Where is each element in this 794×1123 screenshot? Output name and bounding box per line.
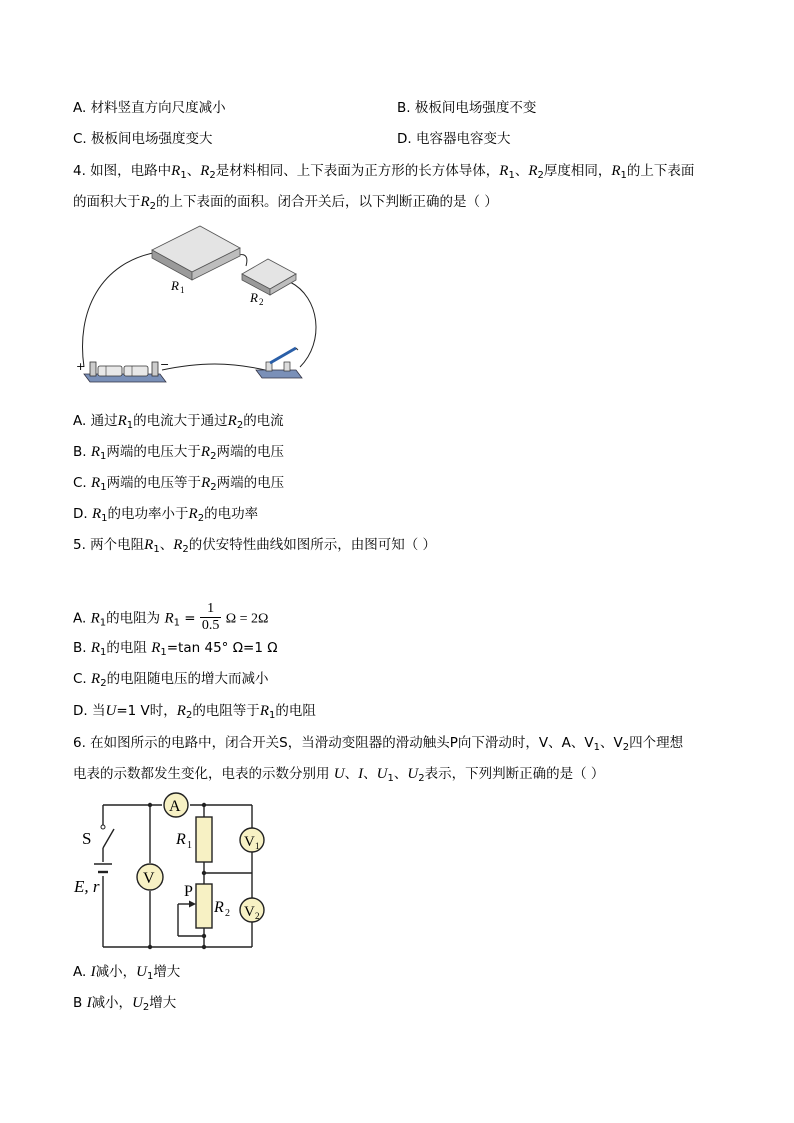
q6-stem-line1: 6. 在如图所示的电路中，闭合开关S，当滑动变阻器的滑动触头P向下滑动时，V、A、$V_1$、$V_2$四个理想 <box>73 735 684 753</box>
label-ammeter: A <box>169 798 181 815</box>
label-s: S <box>82 829 92 848</box>
label-voltmeter-v2-sub: 2 <box>255 911 260 921</box>
battery-holder <box>84 362 166 382</box>
resistor-r1-block <box>152 226 240 280</box>
label-voltmeter-v1: V <box>244 834 255 850</box>
label-voltmeter-v1-sub: 1 <box>255 841 260 851</box>
q5-stem: 5. 两个电阻$R_1$、$R_2$的伏安特性曲线如图所示，由图可知（ ） <box>73 537 437 555</box>
battery-plus: + <box>76 360 86 373</box>
switch-s <box>101 825 114 848</box>
q4-circuit-figure <box>70 222 332 387</box>
battery-symbol <box>94 862 112 876</box>
q6-option-b: B I减小，$U_2$增大 <box>73 995 177 1013</box>
fraction-numerator: 1 <box>207 601 215 616</box>
label-r2: R <box>250 290 258 305</box>
label-p: P <box>184 883 193 900</box>
q3-option-c: C. 极板间电场强度变大 <box>73 131 213 147</box>
q5-option-d: D. 当U=1 V时，$R_2$的电阻等于$R_1$的电阻 <box>73 703 316 721</box>
label-r2-sub: 2 <box>259 297 264 307</box>
label-voltmeter-v2: V <box>244 904 255 920</box>
resistor-r1 <box>196 817 212 862</box>
q5-option-c: C. $R_2$的电阻随电压的增大而减小 <box>73 671 269 689</box>
q3-option-a: A. 材料竖直方向尺度减小 <box>73 100 226 116</box>
label-r1: R <box>171 278 179 293</box>
fraction-denominator: 0.5 <box>201 618 220 633</box>
q5-option-a: A. $R_1$的电阻为 $R_1$ = $\frac{1}{0.5}$ Ω = 2Ω <box>73 601 269 633</box>
q3-option-b: B. 极板间电场强度不变 <box>397 100 537 116</box>
label-e-r: E, r <box>74 877 100 896</box>
q4-option-a: A. 通过$R_1$的电流大于通过$R_2$的电流 <box>73 413 284 431</box>
q4-option-c: C. $R_1$两端的电压等于$R_2$两端的电压 <box>73 475 285 493</box>
q6-stem-line2: 电表的示数都发生变化，电表的示数分别用 U、I、$U_1$、$U_2$表示，下列判断正确的是（ ） <box>73 766 605 784</box>
label-voltmeter-v: V <box>143 870 155 887</box>
battery-minus: − <box>160 358 170 371</box>
label-r1-sub: 1 <box>180 285 185 295</box>
q6-circuit-figure <box>70 792 270 952</box>
label-r2: R <box>214 899 224 916</box>
q3-option-d: D. 电容器电容变大 <box>397 131 511 147</box>
label-r1: R <box>176 831 186 848</box>
fraction <box>200 601 222 634</box>
q6-option-a: A. I减小，$U_1$增大 <box>73 964 181 982</box>
q4-stem-line2: 的面积大于$R_2$的上下表面的面积。闭合开关后，以下判断正确的是（ ） <box>73 194 498 212</box>
label-r2-sub: 2 <box>225 908 230 919</box>
label-r1-sub: 1 <box>187 840 192 851</box>
q4-stem-line1: 4. 如图，电路中$R_1$、$R_2$是材料相同、上下表面为正方形的长方体导体，$R_1$、$R_2$厚度相同，$R_1$的上下表面 <box>73 163 695 181</box>
q5-option-b: B. $R_1$的电阻 $R_1=\tan$ 45° Ω=1 Ω <box>73 640 278 658</box>
q4-option-d: D. $R_1$的电功率小于$R_2$的电功率 <box>73 506 259 524</box>
knife-switch <box>256 348 302 378</box>
q4-option-b: B. $R_1$两端的电压大于$R_2$两端的电压 <box>73 444 284 462</box>
